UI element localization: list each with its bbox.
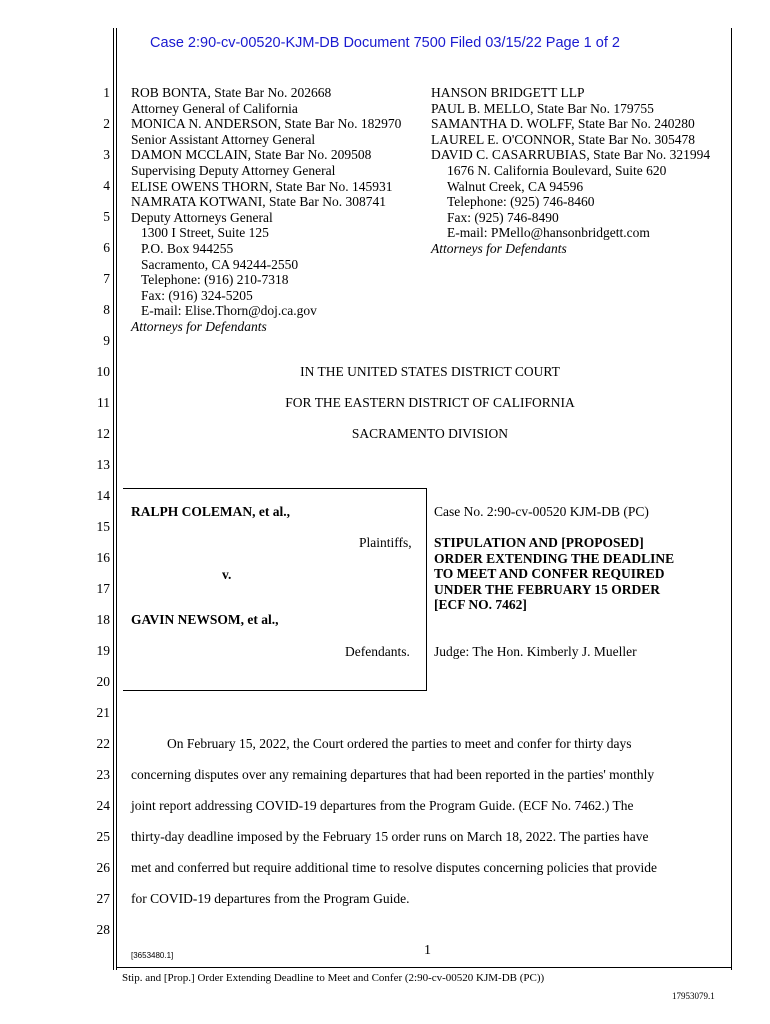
counsel-line: PAUL B. MELLO, State Bar No. 179755 — [431, 100, 654, 116]
title-line: STIPULATION AND [PROPOSED] — [434, 535, 644, 550]
body-line: for COVID-19 departures from the Program Guide. — [131, 891, 410, 906]
bates-number: 17953079.1 — [672, 991, 715, 1001]
line-number: 15 — [96, 519, 110, 534]
court-name: IN THE UNITED STATES DISTRICT COURT — [300, 364, 560, 379]
line-number: 8 — [103, 302, 110, 317]
line-number: 12 — [96, 426, 110, 441]
line-number: 18 — [96, 612, 110, 627]
body-line: thirty-day deadline imposed by the February 15 order runs on March 18, 2022. The parties have — [131, 829, 649, 844]
ecf-header-stamp: Case 2:90-cv-00520-KJM-DB Document 7500 Filed 03/15/22 Page 1 of 2 — [150, 35, 620, 51]
counsel-line: Senior Assistant Attorney General — [131, 131, 316, 147]
judge: Judge: The Hon. Kimberly J. Mueller — [434, 644, 637, 659]
line-number: 20 — [96, 674, 110, 689]
counsel-line: LAUREL E. O'CONNOR, State Bar No. 305478 — [431, 131, 696, 147]
document-title — [434, 535, 674, 613]
line-number: 27 — [96, 891, 110, 906]
footer-title: Stip. and [Prop.] Order Extending Deadline to Meet and Confer (2:90-cv-00520 KJM-DB (PC)) — [122, 972, 545, 984]
footer-rule — [116, 967, 732, 968]
defendant-role: Defendants. — [345, 644, 410, 659]
page-number: 1 — [424, 943, 431, 958]
body-line: met and conferred but require additional time to resolve disputes concerning policies that provide — [131, 860, 657, 875]
left-margin-rule-2 — [116, 28, 117, 970]
line-number: 13 — [96, 457, 110, 472]
line-number: 25 — [96, 829, 110, 844]
plaintiff-name: RALPH COLEMAN, et al., — [131, 504, 290, 519]
case-number: Case No. 2:90-cv-00520 KJM-DB (PC) — [434, 504, 649, 519]
caption-bottom-rule — [123, 690, 427, 691]
counsel-line: HANSON BRIDGETT LLP — [431, 85, 585, 100]
title-line: [ECF NO. 7462] — [434, 597, 527, 613]
left-margin-rule — [113, 28, 114, 970]
line-number: 21 — [96, 705, 110, 720]
counsel-line: P.O. Box 944255 — [141, 240, 234, 256]
line-number: 2 — [103, 116, 110, 131]
line-number: 5 — [103, 209, 110, 224]
defendant-name: GAVIN NEWSOM, et al., — [131, 612, 279, 627]
counsel-line: Sacramento, CA 94244-2550 — [141, 256, 299, 272]
line-number: 28 — [96, 922, 110, 937]
line-number: 3 — [103, 147, 110, 162]
footer-doc-id: [3653480.1] — [131, 951, 174, 960]
counsel-line: 1300 I Street, Suite 125 — [141, 225, 269, 241]
line-number: 26 — [96, 860, 110, 875]
body-line: concerning disputes over any remaining departures that had been reported in the parties' monthly — [131, 767, 655, 782]
court-district: FOR THE EASTERN DISTRICT OF CALIFORNIA — [285, 395, 575, 410]
caption-top-rule — [123, 488, 427, 489]
body-line: joint report addressing COVID-19 departures from the Program Guide. (ECF No. 7462.) The — [131, 798, 634, 813]
line-number: 23 — [96, 767, 110, 782]
line-number: 17 — [96, 581, 110, 596]
right-margin-rule — [731, 28, 732, 970]
counsel-line: Deputy Attorneys General — [131, 209, 273, 225]
counsel-line: Telephone: (916) 210-7318 — [141, 272, 289, 288]
counsel-line: DAVID C. CASARRUBIAS, State Bar No. 321994 — [431, 147, 711, 163]
versus: v. — [222, 567, 232, 582]
line-number: 10 — [96, 364, 110, 379]
line-number: 11 — [97, 395, 110, 410]
counsel-line: Fax: (916) 324-5205 — [141, 287, 253, 303]
line-number: 14 — [96, 488, 110, 503]
counsel-line: Walnut Creek, CA 94596 — [447, 178, 584, 194]
counsel-line: Fax: (925) 746-8490 — [447, 209, 559, 225]
line-number: 7 — [103, 271, 110, 286]
counsel-line: 1676 N. California Boulevard, Suite 620 — [447, 162, 667, 178]
line-number: 1 — [103, 85, 110, 100]
counsel-line: Telephone: (925) 746-8460 — [447, 194, 595, 210]
line-number: 6 — [103, 240, 110, 255]
counsel-line: NAMRATA KOTWANI, State Bar No. 308741 — [131, 194, 387, 210]
counsel-line: E-mail: Elise.Thorn@doj.ca.gov — [141, 303, 317, 319]
counsel-line: ELISE OWENS THORN, State Bar No. 145931 — [131, 178, 393, 194]
counsel-line: Attorneys for Defendants — [431, 240, 567, 256]
body-line: On February 15, 2022, the Court ordered the parties to meet and confer for thirty days — [167, 736, 632, 751]
counsel-left — [131, 85, 401, 335]
line-number: 16 — [96, 550, 110, 565]
counsel-line: SAMANTHA D. WOLFF, State Bar No. 240280 — [431, 116, 695, 132]
counsel-line: MONICA N. ANDERSON, State Bar No. 182970 — [131, 116, 402, 132]
counsel-line: DAMON MCCLAIN, State Bar No. 209508 — [131, 147, 372, 163]
title-line: ORDER EXTENDING THE DEADLINE — [434, 550, 675, 566]
line-number: 22 — [96, 736, 110, 751]
counsel-line: Attorney General of California — [131, 100, 298, 116]
line-number: 4 — [103, 178, 110, 193]
line-number: 24 — [96, 798, 110, 813]
line-number: 9 — [103, 333, 110, 348]
counsel-line: Supervising Deputy Attorney General — [131, 162, 336, 178]
plaintiff-role: Plaintiffs, — [359, 535, 412, 550]
caption-divider — [426, 488, 427, 691]
counsel-line: ROB BONTA, State Bar No. 202668 — [131, 85, 332, 100]
title-line: UNDER THE FEBRUARY 15 ORDER — [434, 581, 661, 597]
counsel-line: Attorneys for Defendants — [131, 318, 267, 334]
counsel-line: E-mail: PMello@hansonbridgett.com — [447, 225, 650, 241]
court-division: SACRAMENTO DIVISION — [351, 426, 509, 441]
title-line: TO MEET AND CONFER REQUIRED — [434, 566, 665, 582]
line-number: 19 — [96, 643, 110, 658]
counsel-right — [431, 85, 710, 257]
